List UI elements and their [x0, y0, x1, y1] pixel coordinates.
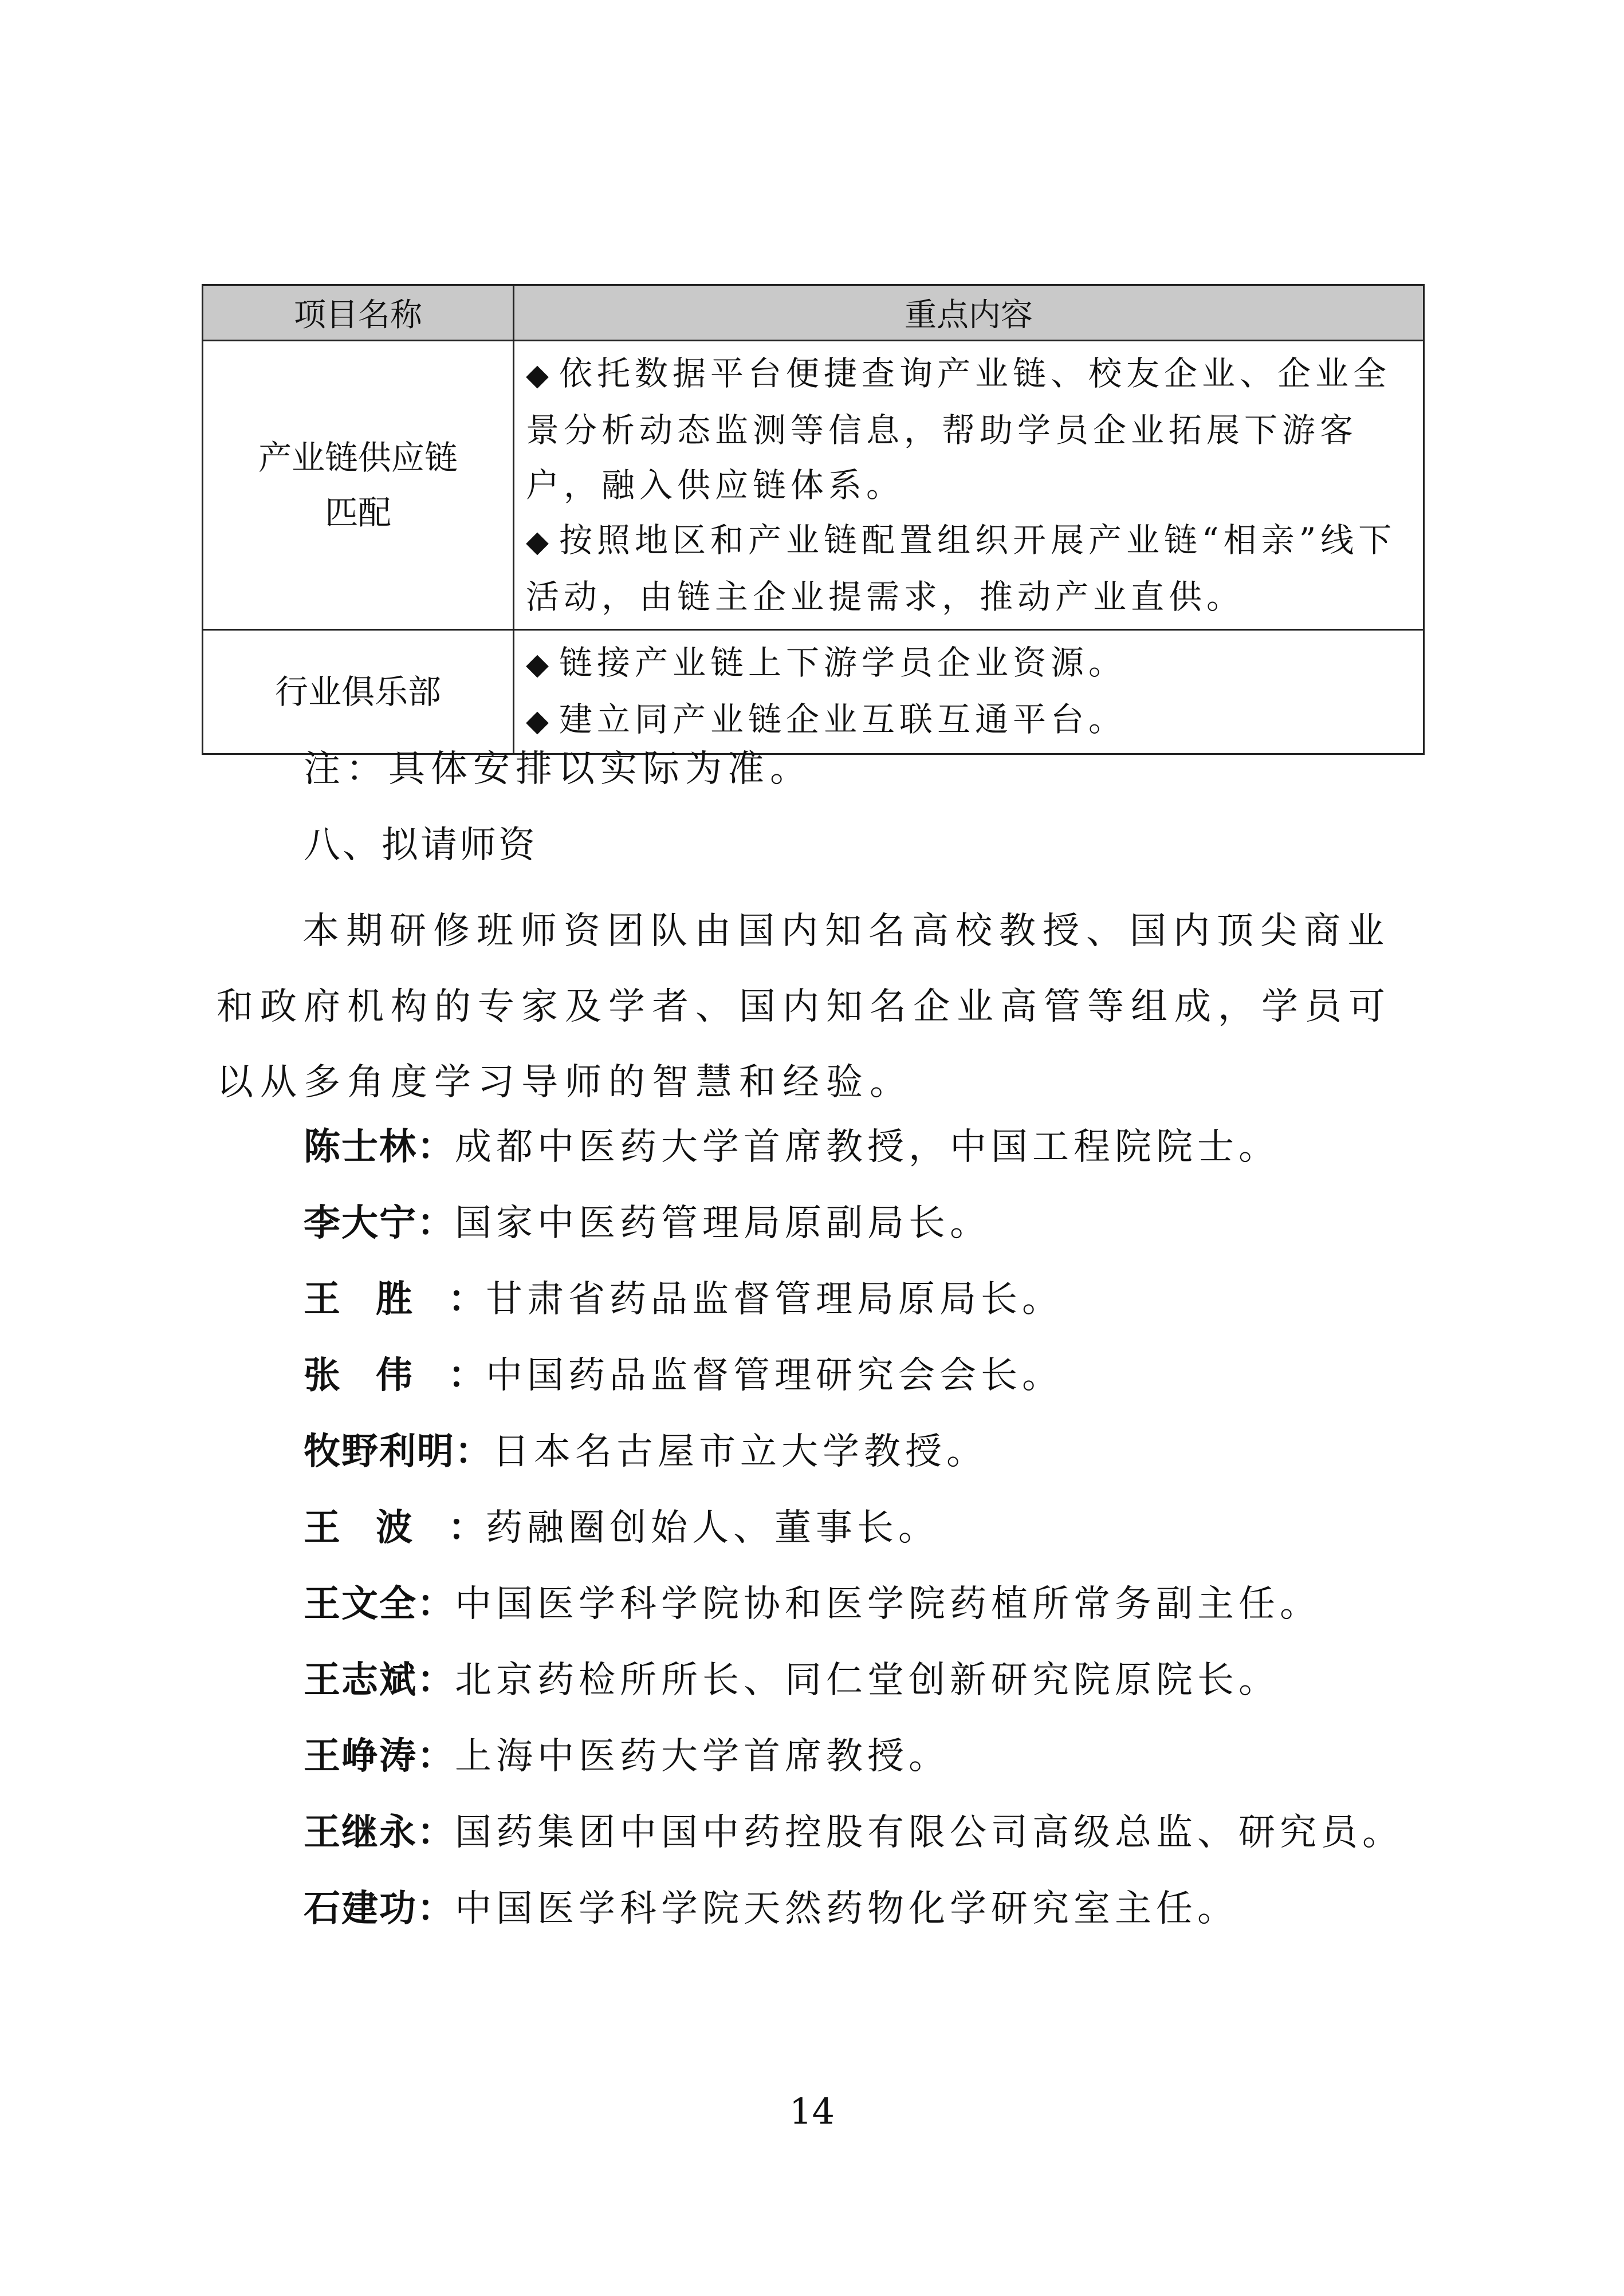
diamond-bullet-icon: ◆ — [526, 525, 549, 559]
name-separator: ： — [417, 1126, 455, 1168]
faculty-desc: 中国药品监督管理研究会会长。 — [486, 1354, 1063, 1397]
table-row — [203, 630, 1424, 754]
faculty-desc: 国家中医药管理局原副局长。 — [455, 1202, 991, 1245]
diamond-bullet-icon: ◆ — [526, 704, 549, 738]
content-point — [526, 635, 1411, 692]
diamond-bullet-icon: ◆ — [526, 358, 549, 392]
faculty-name: 张伟 — [304, 1354, 448, 1397]
page-number: 14 — [789, 2090, 835, 2132]
key-content-cell — [514, 341, 1424, 630]
faculty-item — [304, 1653, 1403, 1729]
table-note: 注：具体安排以实际为准。 — [304, 748, 812, 790]
faculty-name: 王文全 — [304, 1583, 417, 1625]
faculty-desc: 成都中医药大学首席教授，中国工程院院士。 — [455, 1126, 1280, 1168]
project-name-cell — [203, 630, 514, 754]
faculty-name: 王继永 — [304, 1811, 417, 1854]
faculty-name: 牧野利明 — [304, 1431, 455, 1473]
faculty-desc: 药融圈创始人、董事长。 — [486, 1507, 939, 1549]
faculty-item — [304, 1881, 1403, 1958]
intro-paragraph: 本期研修班师资团队由国内知名高校教授、国内顶尖商业和政府机构的专家及学者、国内知名企业高管等组成，学员可以从多角度学习导师的智慧和经验。 — [217, 910, 1392, 1104]
faculty-item — [304, 1424, 1403, 1501]
faculty-desc: 甘肃省药品监督管理局原局长。 — [486, 1278, 1063, 1321]
faculty-name: 王志斌 — [304, 1659, 417, 1702]
faculty-item — [304, 1120, 1403, 1196]
faculty-name: 李大宁 — [304, 1202, 417, 1245]
content-point-text: 依托数据平台便捷查询产业链、校友企业、企业全景分析动态监测等信息，帮助学员企业拓展下游客户，融入供应链体系。 — [526, 354, 1391, 505]
project-name-cell — [203, 341, 514, 630]
faculty-item — [304, 1501, 1403, 1577]
faculty-desc: 日本名古屋市立大学教授。 — [493, 1431, 988, 1473]
project-name-line: 匹配 — [324, 493, 391, 532]
content-point-text: 建立同产业链企业互联互通平台。 — [559, 700, 1127, 739]
faculty-list — [304, 1120, 1403, 1958]
key-content-cell — [514, 630, 1424, 754]
content-point-text: 链接产业链上下游学员企业资源。 — [559, 643, 1127, 682]
content-point — [526, 513, 1411, 624]
faculty-item — [304, 1805, 1403, 1881]
faculty-name: 石建功 — [304, 1888, 417, 1930]
project-name-line: 产业链供应链 — [258, 438, 458, 477]
name-separator: ： — [417, 1811, 455, 1854]
faculty-desc: 中国医学科学院协和医学院药植所常务副主任。 — [455, 1583, 1321, 1625]
faculty-desc: 北京药检所所长、同仁堂创新研究院原院长。 — [455, 1659, 1280, 1702]
faculty-item — [304, 1577, 1403, 1653]
section-heading: 八、拟请师资 — [304, 824, 537, 867]
faculty-name: 王峥涛 — [304, 1735, 417, 1778]
faculty-desc: 国药集团中国中药控股有限公司高级总监、研究员。 — [455, 1811, 1403, 1854]
diamond-bullet-icon: ◆ — [526, 647, 549, 682]
name-separator: ： — [417, 1202, 455, 1245]
name-separator: ： — [448, 1507, 486, 1549]
table-row — [203, 341, 1424, 630]
faculty-desc: 上海中医药大学首席教授。 — [455, 1735, 950, 1778]
name-separator: ： — [448, 1354, 486, 1397]
faculty-item — [304, 1272, 1403, 1348]
name-separator: ： — [448, 1278, 486, 1321]
faculty-name: 王波 — [304, 1507, 448, 1549]
faculty-desc: 中国医学科学院天然药物化学研究室主任。 — [455, 1888, 1238, 1930]
faculty-item — [304, 1348, 1403, 1424]
name-separator: ： — [417, 1888, 455, 1930]
faculty-name: 王胜 — [304, 1278, 448, 1321]
faculty-item — [304, 1729, 1403, 1805]
name-separator: ： — [417, 1659, 455, 1702]
header-project-name: 项目名称 — [203, 285, 514, 341]
name-separator: ： — [455, 1431, 493, 1473]
project-name-line: 行业俱乐部 — [274, 672, 441, 711]
header-key-content: 重点内容 — [514, 285, 1424, 341]
name-separator: ： — [417, 1583, 455, 1625]
content-point — [526, 692, 1411, 749]
content-point — [526, 346, 1411, 513]
faculty-item — [304, 1196, 1403, 1272]
table-header-row — [203, 285, 1424, 341]
content-point-text: 按照地区和产业链配置组织开展产业链“相亲”线下活动，由链主企业提需求，推动产业直供。 — [526, 521, 1397, 616]
faculty-name: 陈士林 — [304, 1126, 417, 1168]
name-separator: ： — [417, 1735, 455, 1778]
project-table — [202, 284, 1425, 755]
